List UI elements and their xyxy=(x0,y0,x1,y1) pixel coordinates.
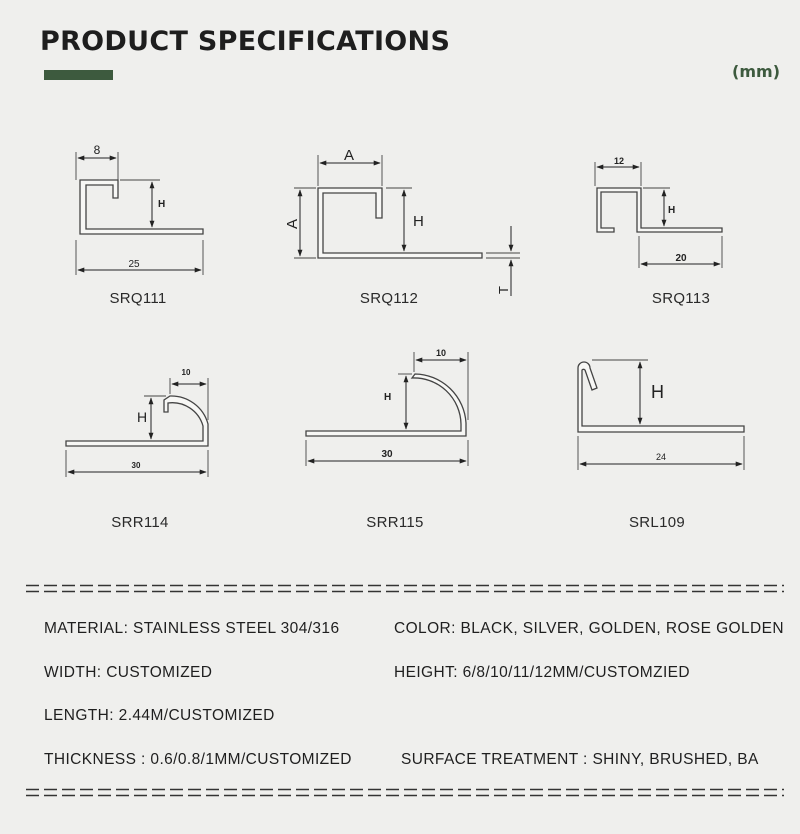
dim-label-srr115-height: H xyxy=(384,392,392,403)
dim-label-srq111-bottom: 25 xyxy=(128,259,140,270)
product-code-srr114: SRR114 xyxy=(111,514,169,531)
dim-label-srq113-top: 12 xyxy=(613,156,625,166)
dim-label-srq112-top: A xyxy=(343,147,355,164)
dim-label-srl109-height: H xyxy=(651,382,664,402)
dim-label-srr114-height: H xyxy=(137,409,148,425)
profile-srr115 xyxy=(306,374,466,436)
product-code-srl109: SRL109 xyxy=(628,514,685,531)
spec-width: WIDTH: CUSTOMIZED xyxy=(44,664,213,681)
spec-surface-treatment: SURFACE TREATMENT : SHINY, BRUSHED, BA xyxy=(401,751,759,768)
dim-label-srq112-height: H xyxy=(413,213,424,230)
dim-label-srr115-bottom: 30 xyxy=(381,449,393,460)
profile-srq112 xyxy=(318,188,482,258)
page-title: PRODUCT SPECIFICATIONS xyxy=(40,26,451,57)
product-code-srq113: SRQ113 xyxy=(651,290,711,307)
spec-length: LENGTH: 2.44M/CUSTOMIZED xyxy=(44,707,275,724)
profile-srq111 xyxy=(80,180,203,234)
dim-label-srl109-bottom: 24 xyxy=(655,452,667,462)
dim-label-srq112-left: A xyxy=(284,218,301,230)
divider-bottom xyxy=(26,788,784,797)
dim-label-srr115-radius: 10 xyxy=(435,348,447,358)
product-code-srr115: SRR115 xyxy=(366,514,424,531)
dim-label-srr114-radius: 10 xyxy=(181,368,191,377)
dim-label-srq113-height: H xyxy=(668,205,676,216)
spec-height: HEIGHT: 6/8/10/11/12MM/CUSTOMZIED xyxy=(394,664,691,681)
dim-label-srr114-bottom: 30 xyxy=(131,461,141,470)
drawing-srq111 xyxy=(76,152,203,275)
divider-top xyxy=(26,584,784,593)
spec-color: COLOR: BLACK, SILVER, GOLDEN, ROSE GOLDEN xyxy=(394,620,784,637)
dim-label-srq111-height: H xyxy=(158,199,166,210)
unit-label: (mm) xyxy=(732,62,780,81)
dim-label-srq111-top: 8 xyxy=(93,143,101,157)
drawing-srq113 xyxy=(595,162,722,268)
dim-label-srq112-thickness: T xyxy=(496,286,511,294)
product-code-srq111: SRQ111 xyxy=(109,290,167,307)
profile-srq113 xyxy=(597,188,722,232)
product-code-srq112: SRQ112 xyxy=(359,290,419,307)
dim-label-srq113-bottom: 20 xyxy=(675,253,687,264)
spec-thickness: THICKNESS : 0.6/0.8/1MM/CUSTOMIZED xyxy=(44,751,352,768)
spec-material: MATERIAL: STAINLESS STEEL 304/316 xyxy=(44,620,340,637)
drawing-srq112 xyxy=(294,155,520,296)
